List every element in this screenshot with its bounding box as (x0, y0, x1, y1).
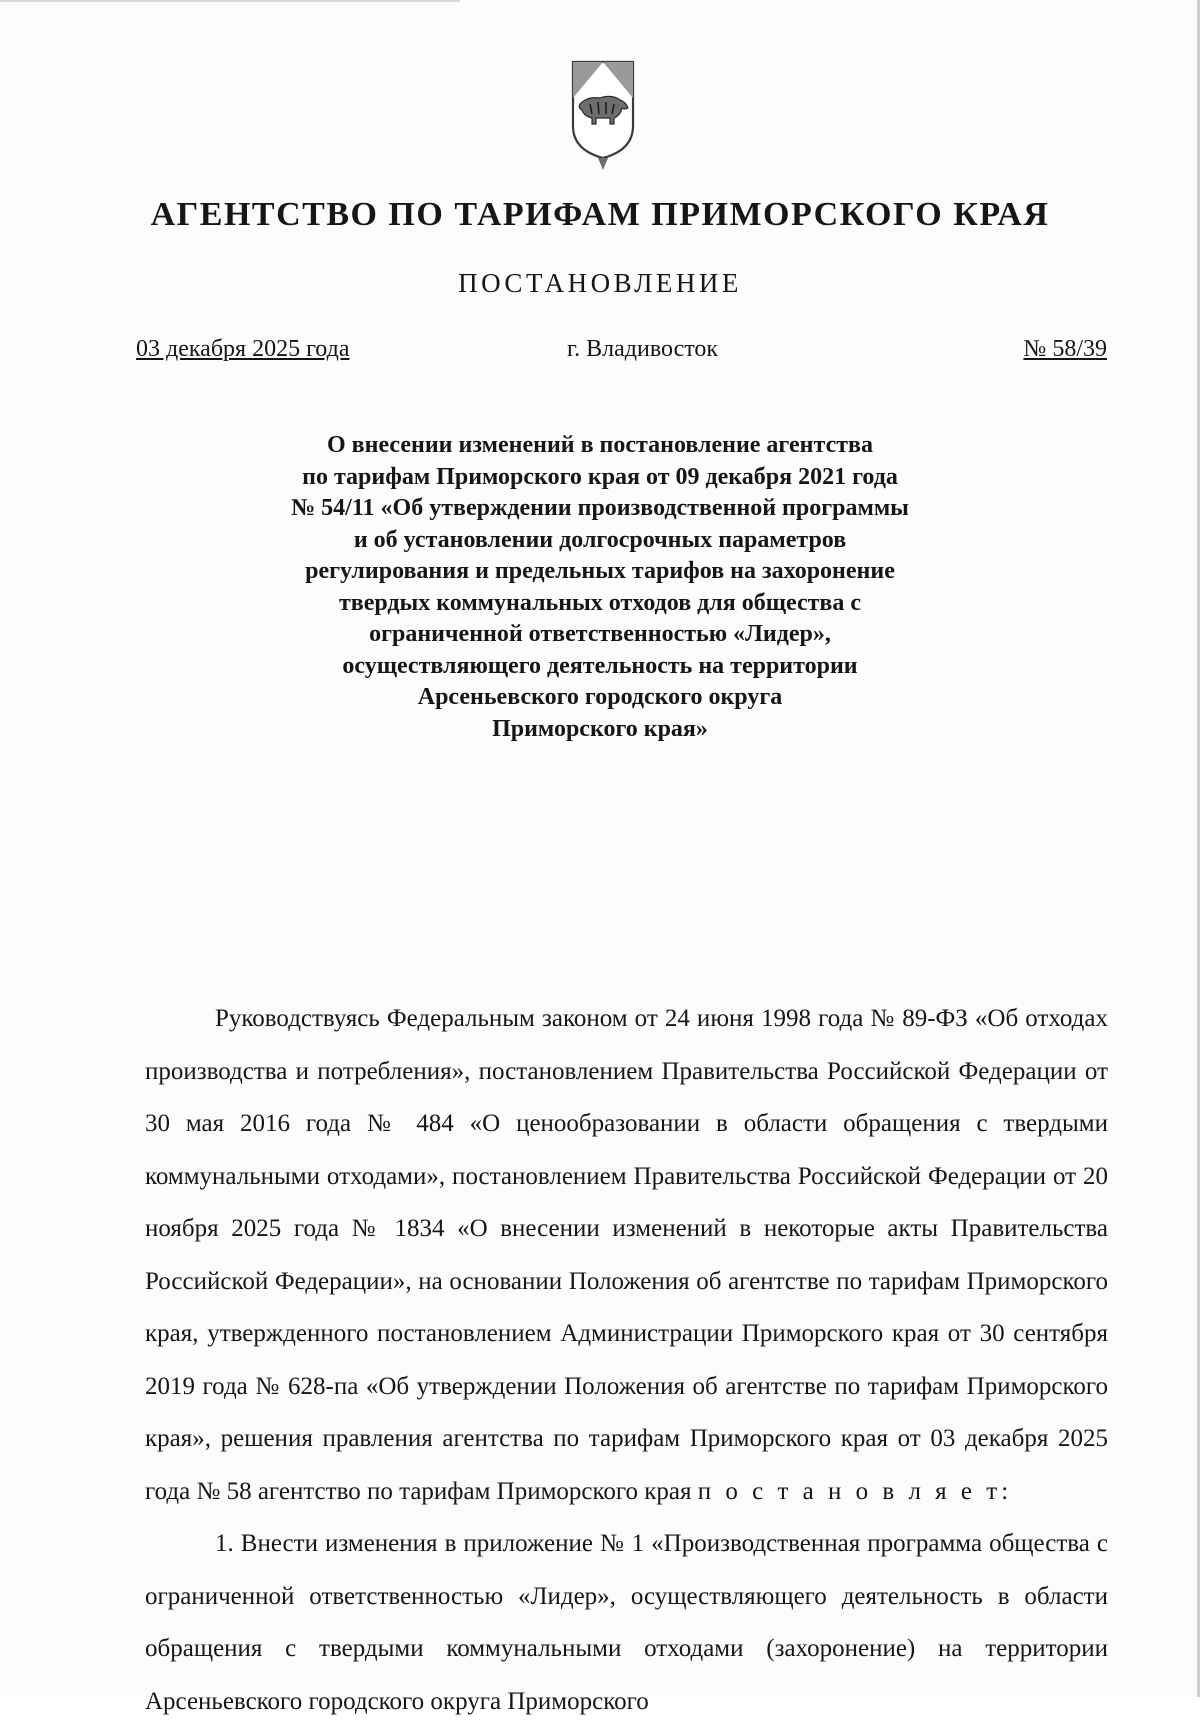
title-line: № 54/11 «Об утверждении производственной программы (291, 495, 909, 521)
title-line: ограниченной ответственностью «Лидер», (369, 621, 831, 647)
document-date: 03 декабря 2025 года (136, 336, 350, 362)
title-line: твердых коммунальных отходов для общества с (338, 589, 862, 616)
coat-of-arms-icon (568, 58, 638, 170)
title-line: по тарифам Приморского края от 09 декабря 2021 года (302, 463, 898, 490)
body-paragraph-preamble (145, 993, 1108, 1518)
document-city: г. Владивосток (567, 336, 719, 362)
title-line: осуществляющего деятельность на территории (342, 652, 858, 679)
agency-name: АГЕНТСТВО ПО ТАРИФАМ ПРИМОРСКОГО КРАЯ (150, 196, 1050, 233)
document-type: ПОСТАНОВЛЕНИЕ (458, 268, 742, 298)
document-body (145, 993, 1108, 1728)
body-paragraph-item-1: 1. Внести изменения в приложение № 1 «Производственная программа общества с ограниченной ответственностью «Лидер», осуществляющего деятельность в области обращения с твердыми коммунальными отходами (захоронение) на территории Арсеньевского городского округа Приморского (145, 1530, 1108, 1715)
resolves-keyword: п о с т а н о в л я е т: (697, 1477, 1013, 1505)
document-number: № 58/39 (1023, 336, 1107, 362)
document-title (220, 430, 980, 745)
preamble-text: Руководствуясь Федеральным законом от 24 июня 1998 года № 89-ФЗ «Об отходах производства и потребления», постановлением Правительства Российской Федерации от 30 мая 2016 года № 484 «О ценообразовании в области обращения с твердыми коммунальными отходами», постановлением Правительства Российской Федерации от 20 ноября 2025 года № 1834 «О внесении изменений в некоторые акты Правительства Российской Федерации», на основании Положения об агентстве по тарифам Приморского края, утвержденного постановлением Администрации Приморского края от 30 сентября 2019 года № 628-па «Об утверждении Положения об агентстве по тарифам Приморского края», решения правления агентства по тарифам Приморского края от 03 декабря 2025 года № 58 агентство по тарифам Приморского края (145, 1005, 1108, 1505)
title-line: и об установлении долгосрочных параметров (353, 526, 847, 553)
title-line: О внесении изменений в постановление агентства (327, 432, 873, 458)
title-line: регулирования и предельных тарифов на захоронение (305, 558, 895, 584)
scan-top-edge (0, 0, 460, 2)
title-line: Арсеньевского городского округа (417, 684, 783, 710)
title-line: Приморского края» (492, 715, 708, 742)
